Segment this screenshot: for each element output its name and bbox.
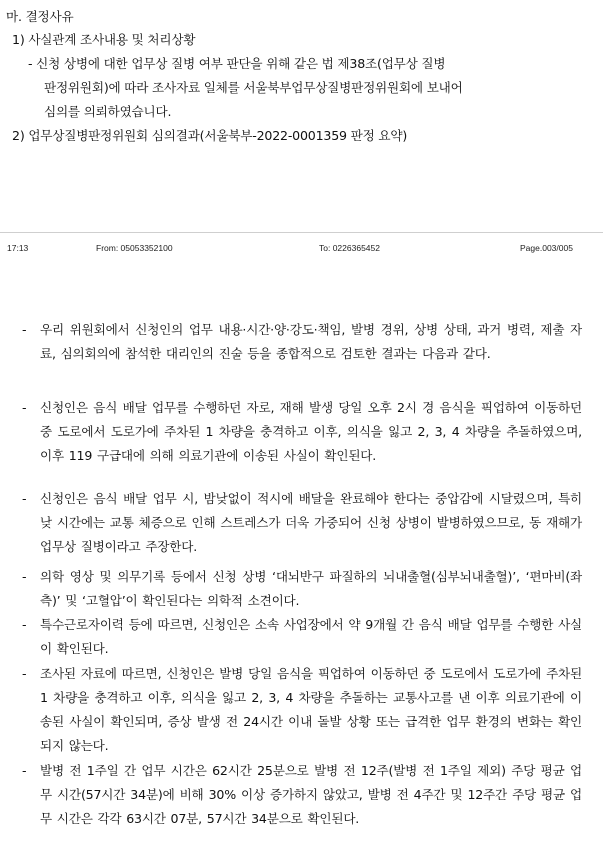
bullet-item: - 의학 영상 및 의무기록 등에서 신청 상병 ‘대뇌반구 파질하의 뇌내출혈(심부뇌내출혈)’, ‘편마비(좌측)’ 및 ‘고혈압’이 확인된다는 의학적 소견이다. [22, 565, 582, 613]
section-heading: 마. 결정사유 [6, 9, 74, 24]
subsection-1-title: 1) 사실관계 조사내용 및 처리상황 [12, 32, 196, 47]
subsection-1-line-2: 판정위원회)에 따라 조사자료 일체를 서울북부업무상질병판정위원회에 보내어 [44, 80, 463, 95]
fax-to: To: 0226365452 [319, 243, 380, 253]
bullet-text: 특수근로자이력 등에 따르면, 신청인은 소속 사업장에서 약 9개월 간 음식 배달 업무를 수행한 사실이 확인된다. [40, 617, 582, 656]
fax-header [0, 243, 603, 259]
fax-page: Page.003/005 [520, 243, 573, 253]
subsection-2-title: 2) 업무상질병판정위원회 심의결과(서울북부-2022-0001359 판정 요약) [12, 128, 408, 143]
bullet-item: - 발병 전 1주일 간 업무 시간은 62시간 25분으로 발병 전 12주(발병 전 1주일 제외) 주당 평균 업무 시간(57시간 34분)에 비해 30% 이상 증가하지 않았고, 발병 전 4주간 및 12주간 주당 평균 업무 시간은 각각 63시간 07분, 57시간 34분으로 확인된다. [22, 759, 582, 831]
bullet-text: 우리 위원회에서 신청인의 업무 내용·시간·양·강도·책임, 발병 경위, 상병 상태, 과거 병력, 제출 자료, 심의회의에 참석한 대리인의 진술 등을 종합적으로 검토한 결과는 다음과 같다. [40, 322, 582, 361]
decision-reason-section [0, 0, 603, 150]
bullet-item: - 특수근로자이력 등에 따르면, 신청인은 소속 사업장에서 약 9개월 간 음식 배달 업무를 수행한 사실이 확인된다. [22, 613, 582, 661]
fax-from: From: 05053352100 [96, 243, 173, 253]
bullet-text: 의학 영상 및 의무기록 등에서 신청 상병 ‘대뇌반구 파질하의 뇌내출혈(심부뇌내출혈)’, ‘편마비(좌측)’ 및 ‘고혈압’이 확인된다는 의학적 소견이다. [40, 569, 582, 608]
bullet-text: 발병 전 1주일 간 업무 시간은 62시간 25분으로 발병 전 12주(발병 전 1주일 제외) 주당 평균 업무 시간(57시간 34분)에 비해 30% 이상 증가하지 않았고, 발병 전 4주간 및 12주간 주당 평균 업무 시간은 각각 63시간 07분, 57시간 34분으로 확인된다. [40, 763, 582, 826]
bullet-item: - 조사된 자료에 따르면, 신청인은 발병 당일 음식을 픽업하여 이동하던 중 도로에서 도로가에 주차된 1 차량을 충격하고 이후, 의식을 잃고 2, 3, 4 차량을 추돌하는 교통사고를 낸 이후 의료기관에 이송된 사실이 확인되며, 증상 발생 전 24시간 이내 돌발 상황 또는 급격한 업무 환경의 변화는 확인되지 않는다. [22, 662, 582, 758]
bullet-item: - 신청인은 음식 배달 업무 시, 밤낮없이 적시에 배달을 완료해야 한다는 중압감에 시달렸으며, 특히 낮 시간에는 교통 체증으로 인해 스트레스가 더욱 가중되어 신청 상병이 발병하였으므로, 동 재해가 업무상 질병이라고 주장한다. [22, 487, 582, 559]
subsection-1-line-3: 심의를 의뢰하였습니다. [44, 104, 172, 119]
fax-time: 17:13 [7, 243, 29, 253]
bullet-text: 조사된 자료에 따르면, 신청인은 발병 당일 음식을 픽업하여 이동하던 중 도로에서 도로가에 주차된 1 차량을 충격하고 이후, 의식을 잃고 2, 3, 4 차량을 추돌하는 교통사고를 낸 이후 의료기관에 이송된 사실이 확인되며, 증상 발생 전 24시간 이내 돌발 상황 또는 급격한 업무 환경의 변화는 확인되지 않는다. [40, 666, 582, 753]
bullet-text: 신청인은 음식 배달 업무 시, 밤낮없이 적시에 배달을 완료해야 한다는 중압감에 시달렸으며, 특히 낮 시간에는 교통 체증으로 인해 스트레스가 더욱 가중되어 신청 상병이 발병하였으므로, 동 재해가 업무상 질병이라고 주장한다. [40, 491, 582, 554]
bullet-item: - 우리 위원회에서 신청인의 업무 내용·시간·양·강도·책임, 발병 경위, 상병 상태, 과거 병력, 제출 자료, 심의회의에 참석한 대리인의 진술 등을 종합적으로 검토한 결과는 다음과 같다. [22, 318, 582, 366]
bullet-item: - 신청인은 음식 배달 업무를 수행하던 자로, 재해 발생 당일 오후 2시 경 음식을 픽업하여 이동하던 중 도로에서 도로가에 주차된 1 차량을 충격하고 이후, 의식을 잃고 2, 3, 4 차량을 추돌하였으며, 이후 119 구급대에 의해 의료기관에 이송된 사실이 확인된다. [22, 396, 582, 468]
subsection-1-line-1: - 신청 상병에 대한 업무상 질병 여부 판단을 위해 같은 법 제38조(업무상 질병 [28, 56, 446, 71]
bullet-text: 신청인은 음식 배달 업무를 수행하던 자로, 재해 발생 당일 오후 2시 경 음식을 픽업하여 이동하던 중 도로에서 도로가에 주차된 1 차량을 충격하고 이후, 의식을 잃고 2, 3, 4 차량을 추돌하였으며, 이후 119 구급대에 의해 의료기관에 이송된 사실이 확인된다. [40, 400, 582, 463]
page-divider [0, 232, 603, 233]
